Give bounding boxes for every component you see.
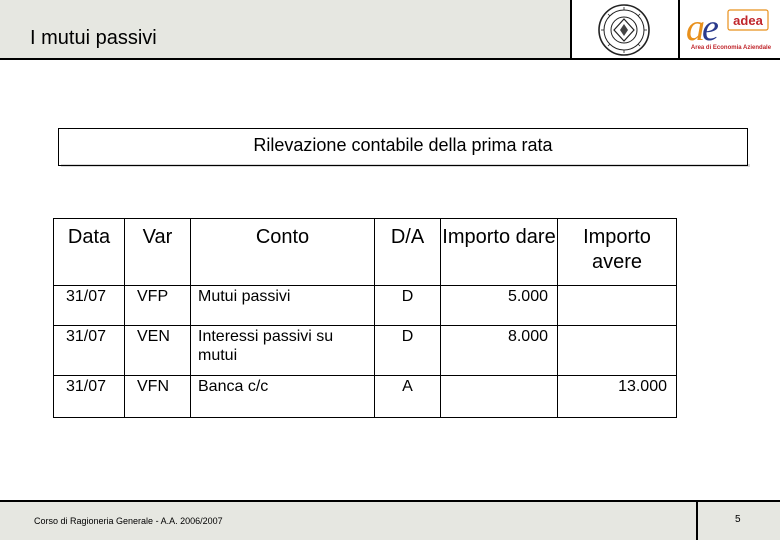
cell-var: VEN	[125, 326, 191, 376]
slide-header	[0, 0, 780, 60]
entry-title-box	[58, 128, 748, 166]
cell-importo-dare	[441, 376, 558, 418]
cell-conto: Mutui passivi	[191, 286, 375, 326]
cell-importo-dare: 5.000	[441, 286, 558, 326]
cell-da: A	[375, 376, 441, 418]
svg-text:e: e	[702, 7, 719, 49]
header-importo-dare: Importo dare	[441, 219, 558, 286]
university-seal-box	[570, 0, 678, 60]
cell-importo-avere	[558, 326, 677, 376]
header-data: Data	[54, 219, 125, 286]
cell-importo-avere	[558, 286, 677, 326]
header-divider	[0, 58, 780, 60]
table-row	[54, 326, 677, 376]
slide-title: I mutui passivi	[30, 27, 157, 49]
cell-importo-avere: 13.000	[558, 376, 677, 418]
svg-text:a: a	[686, 7, 705, 49]
cell-var: VFN	[125, 376, 191, 418]
footer-course-label: Corso di Ragioneria Generale - A.A. 2006/2007	[34, 516, 223, 526]
header-var: Var	[125, 219, 191, 286]
adea-logo	[684, 4, 778, 54]
adea-logo-text: adea	[733, 13, 763, 28]
entry-title: Rilevazione contabile della prima rata	[253, 135, 553, 155]
page-number: 5	[735, 514, 741, 525]
table-header-row	[54, 219, 677, 286]
cell-da: D	[375, 326, 441, 376]
adea-logo-box	[678, 0, 780, 60]
table-row	[54, 286, 677, 326]
adea-subtitle: Area di Economia Aziendale	[690, 45, 772, 51]
journal-entry-table	[53, 218, 677, 418]
footer-divider	[0, 500, 780, 502]
cell-data: 31/07	[54, 326, 125, 376]
cell-conto: Banca c/c	[191, 376, 375, 418]
cell-data: 31/07	[54, 286, 125, 326]
cell-importo-dare: 8.000	[441, 326, 558, 376]
university-seal-logo	[596, 3, 652, 57]
cell-data: 31/07	[54, 376, 125, 418]
table-row	[54, 376, 677, 418]
cell-conto: Interessi passivi su mutui	[191, 326, 375, 376]
cell-da: D	[375, 286, 441, 326]
header-importo-avere: Importo avere	[558, 219, 677, 286]
header-conto: Conto	[191, 219, 375, 286]
footer-page-divider	[696, 500, 698, 540]
cell-var: VFP	[125, 286, 191, 326]
header-da: D/A	[375, 219, 441, 286]
